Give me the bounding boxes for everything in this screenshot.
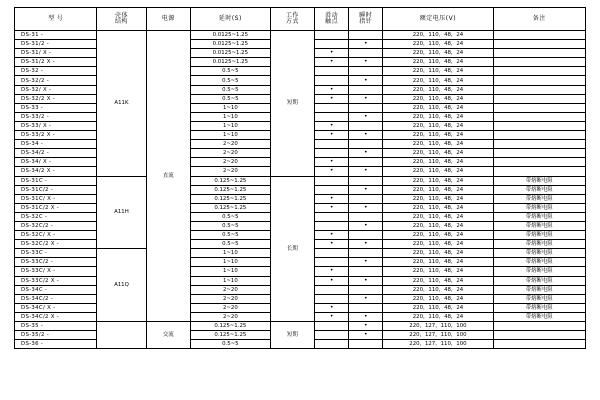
cell-rated-voltage: 220，110，48，24	[383, 58, 493, 67]
cell-rated-voltage: 220，110，48，24	[383, 85, 493, 94]
cell-model: DS-31C/ X -	[15, 194, 97, 203]
cell-note	[493, 103, 585, 112]
cell-rated-voltage: 220，110，48，24	[383, 149, 493, 158]
cell-rated-voltage: 220，110，48，24	[383, 267, 493, 276]
cell-note	[493, 131, 585, 140]
col-header-body	[97, 8, 146, 31]
cell-rated-voltage: 220，110，48，24	[383, 167, 493, 176]
spec-table	[14, 7, 586, 349]
cell-note	[493, 149, 585, 158]
cell-range: 0.5~5	[190, 231, 270, 240]
cell-range: 2~20	[190, 149, 270, 158]
cell-rated-voltage: 220，127，110，100	[383, 322, 493, 331]
cell-note: 带熔断电阻	[493, 303, 585, 312]
cell-model: DS-31C -	[15, 176, 97, 185]
cell-note	[493, 76, 585, 85]
cell-rated-voltage: 220，127，110，100	[383, 331, 493, 340]
col-header-move	[315, 8, 349, 31]
cell-note: 带熔断电阻	[493, 194, 585, 203]
cell-note	[493, 58, 585, 67]
cell-work-mode: 短期	[270, 31, 314, 177]
cell-instant-pointer	[349, 103, 383, 112]
cell-sliding-contact	[315, 76, 349, 85]
cell-instant-pointer: •	[349, 185, 383, 194]
cell-model: DS-31 -	[15, 31, 97, 40]
cell-instant-pointer: •	[349, 167, 383, 176]
cell-instant-pointer	[349, 285, 383, 294]
cell-model: DS-31C/2 X -	[15, 203, 97, 212]
cell-sliding-contact: •	[315, 194, 349, 203]
cell-range: 0.0125~1.25	[190, 58, 270, 67]
cell-range: 2~20	[190, 303, 270, 312]
cell-range: 1~10	[190, 267, 270, 276]
cell-note: 带熔断电阻	[493, 203, 585, 212]
col-header-work	[270, 8, 314, 31]
cell-sliding-contact	[315, 322, 349, 331]
cell-model: DS-33/2 -	[15, 112, 97, 121]
cell-rated-voltage: 220，127，110，100	[383, 340, 493, 349]
col-header-power: 电源	[146, 8, 190, 31]
col-header-fix-line2: 指针	[359, 18, 373, 25]
cell-note	[493, 167, 585, 176]
cell-sliding-contact	[315, 294, 349, 303]
cell-instant-pointer: •	[349, 322, 383, 331]
cell-rated-voltage: 220，110，48，24	[383, 67, 493, 76]
cell-range: 2~20	[190, 312, 270, 321]
cell-rated-voltage: 220，110，48，24	[383, 221, 493, 230]
cell-model: DS-34/ X -	[15, 158, 97, 167]
cell-range: 0.5~5	[190, 67, 270, 76]
cell-model: DS-32 -	[15, 67, 97, 76]
cell-sliding-contact	[315, 103, 349, 112]
cell-model: DS-33C/2 -	[15, 258, 97, 267]
cell-range: 0.0125~1.25	[190, 40, 270, 49]
cell-model: DS-33C/ X -	[15, 267, 97, 276]
cell-sliding-contact	[315, 31, 349, 40]
cell-model: DS-32C/2 -	[15, 221, 97, 230]
cell-range: 2~20	[190, 158, 270, 167]
cell-model: DS-31C/2 -	[15, 185, 97, 194]
cell-sliding-contact	[315, 340, 349, 349]
cell-range: 1~10	[190, 258, 270, 267]
cell-model: DS-32C/ X -	[15, 231, 97, 240]
cell-rated-voltage: 220，110，48，24	[383, 240, 493, 249]
cell-sliding-contact: •	[315, 303, 349, 312]
cell-rated-voltage: 220，110，48，24	[383, 203, 493, 212]
cell-note	[493, 322, 585, 331]
cell-note: 带熔断电阻	[493, 249, 585, 258]
cell-instant-pointer: •	[349, 312, 383, 321]
cell-body-structure: A11K	[97, 31, 146, 177]
cell-model: DS-35 -	[15, 322, 97, 331]
cell-work-mode: 长期	[270, 176, 314, 322]
cell-range: 1~10	[190, 112, 270, 121]
cell-sliding-contact	[315, 140, 349, 149]
cell-model: DS-33C -	[15, 249, 97, 258]
col-header-work-line1: 工作	[285, 12, 299, 19]
cell-model: DS-33C/2 X -	[15, 276, 97, 285]
cell-power: 交流	[146, 322, 190, 349]
cell-sliding-contact: •	[315, 58, 349, 67]
cell-model: DS-33/ X -	[15, 121, 97, 130]
cell-note	[493, 94, 585, 103]
cell-model: DS-32/2 -	[15, 76, 97, 85]
cell-body-structure	[97, 322, 146, 349]
cell-range: 0.125~1.25	[190, 322, 270, 331]
col-header-range: 延时(S)	[190, 8, 270, 31]
table-row	[15, 176, 586, 185]
cell-sliding-contact	[315, 212, 349, 221]
cell-note: 带熔断电阻	[493, 240, 585, 249]
cell-sliding-contact: •	[315, 158, 349, 167]
cell-instant-pointer: •	[349, 240, 383, 249]
cell-range: 2~20	[190, 140, 270, 149]
cell-sliding-contact	[315, 176, 349, 185]
cell-sliding-contact	[315, 221, 349, 230]
cell-sliding-contact: •	[315, 131, 349, 140]
cell-range: 1~10	[190, 249, 270, 258]
cell-range: 0.125~1.25	[190, 194, 270, 203]
cell-range: 2~20	[190, 167, 270, 176]
cell-note	[493, 112, 585, 121]
cell-rated-voltage: 220，110，48，24	[383, 185, 493, 194]
cell-instant-pointer	[349, 49, 383, 58]
cell-range: 1~10	[190, 103, 270, 112]
col-header-model: 型 号	[15, 8, 97, 31]
cell-model: DS-34 -	[15, 140, 97, 149]
cell-model: DS-34C/2 X -	[15, 312, 97, 321]
cell-instant-pointer	[349, 85, 383, 94]
cell-model: DS-34C/2 -	[15, 294, 97, 303]
cell-note: 带熔断电阻	[493, 312, 585, 321]
cell-instant-pointer	[349, 158, 383, 167]
cell-sliding-contact: •	[315, 312, 349, 321]
cell-model: DS-32C/2 X -	[15, 240, 97, 249]
cell-body-structure: A11H	[97, 176, 146, 249]
cell-range: 1~10	[190, 121, 270, 130]
cell-sliding-contact: •	[315, 85, 349, 94]
cell-rated-voltage: 220，110，48，24	[383, 112, 493, 121]
cell-rated-voltage: 220，110，48，24	[383, 49, 493, 58]
table-row	[15, 31, 586, 40]
cell-note	[493, 331, 585, 340]
cell-model: DS-34C/ X -	[15, 303, 97, 312]
cell-instant-pointer	[349, 31, 383, 40]
table-head	[15, 8, 586, 31]
cell-sliding-contact	[315, 258, 349, 267]
cell-note	[493, 121, 585, 130]
cell-instant-pointer: •	[349, 58, 383, 67]
cell-instant-pointer: •	[349, 203, 383, 212]
cell-model: DS-34C -	[15, 285, 97, 294]
cell-rated-voltage: 220，110，48，24	[383, 94, 493, 103]
cell-instant-pointer: •	[349, 40, 383, 49]
cell-instant-pointer	[349, 212, 383, 221]
cell-sliding-contact	[315, 285, 349, 294]
cell-sliding-contact	[315, 112, 349, 121]
cell-note: 带熔断电阻	[493, 267, 585, 276]
col-header-body-line1: 壳体	[114, 12, 128, 19]
cell-model: DS-32/2 X -	[15, 94, 97, 103]
col-header-fix	[349, 8, 383, 31]
cell-range: 2~20	[190, 285, 270, 294]
cell-range: 0.5~5	[190, 340, 270, 349]
cell-power: 直流	[146, 31, 190, 322]
cell-model: DS-36 -	[15, 340, 97, 349]
cell-instant-pointer	[349, 194, 383, 203]
cell-range: 1~10	[190, 276, 270, 285]
table-body	[15, 31, 586, 349]
cell-note	[493, 85, 585, 94]
col-header-body-line2: 结构	[114, 18, 128, 25]
cell-instant-pointer	[349, 303, 383, 312]
table-row	[15, 322, 586, 331]
cell-sliding-contact	[315, 331, 349, 340]
cell-rated-voltage: 220，110，48，24	[383, 194, 493, 203]
cell-rated-voltage: 220，110，48，24	[383, 312, 493, 321]
cell-rated-voltage: 220，110，48，24	[383, 131, 493, 140]
cell-rated-voltage: 220，110，48，24	[383, 303, 493, 312]
cell-model: DS-34/2 X -	[15, 167, 97, 176]
cell-instant-pointer: •	[349, 131, 383, 140]
cell-range: 0.5~5	[190, 85, 270, 94]
cell-instant-pointer	[349, 121, 383, 130]
cell-note: 带熔断电阻	[493, 212, 585, 221]
cell-range: 0.0125~1.25	[190, 31, 270, 40]
cell-rated-voltage: 220，110，48，24	[383, 258, 493, 267]
cell-model: DS-35/2 -	[15, 331, 97, 340]
cell-range: 0.125~1.25	[190, 203, 270, 212]
cell-instant-pointer: •	[349, 149, 383, 158]
cell-instant-pointer: •	[349, 112, 383, 121]
cell-instant-pointer: •	[349, 294, 383, 303]
cell-note	[493, 340, 585, 349]
cell-sliding-contact: •	[315, 94, 349, 103]
cell-sliding-contact: •	[315, 240, 349, 249]
cell-note: 带熔断电阻	[493, 276, 585, 285]
cell-instant-pointer	[349, 267, 383, 276]
cell-instant-pointer	[349, 67, 383, 76]
cell-rated-voltage: 220，110，48，24	[383, 40, 493, 49]
cell-instant-pointer	[349, 176, 383, 185]
cell-rated-voltage: 220，110，48，24	[383, 276, 493, 285]
cell-model: DS-31/ X -	[15, 49, 97, 58]
cell-note: 带熔断电阻	[493, 176, 585, 185]
cell-sliding-contact	[315, 149, 349, 158]
cell-note: 带熔断电阻	[493, 185, 585, 194]
cell-sliding-contact	[315, 40, 349, 49]
cell-instant-pointer	[349, 249, 383, 258]
cell-sliding-contact	[315, 185, 349, 194]
cell-range: 0.0125~1.25	[190, 49, 270, 58]
col-header-move-line1: 滑动	[325, 12, 339, 19]
cell-model: DS-32/ X -	[15, 85, 97, 94]
cell-rated-voltage: 220，110，48，24	[383, 212, 493, 221]
cell-range: 0.5~5	[190, 94, 270, 103]
cell-instant-pointer: •	[349, 94, 383, 103]
cell-sliding-contact	[315, 67, 349, 76]
cell-sliding-contact: •	[315, 121, 349, 130]
cell-sliding-contact: •	[315, 167, 349, 176]
cell-instant-pointer	[349, 140, 383, 149]
cell-model: DS-31/2 X -	[15, 58, 97, 67]
cell-sliding-contact: •	[315, 49, 349, 58]
cell-rated-voltage: 220，110，48，24	[383, 31, 493, 40]
cell-note: 带熔断电阻	[493, 285, 585, 294]
cell-rated-voltage: 220，110，48，24	[383, 158, 493, 167]
cell-sliding-contact: •	[315, 276, 349, 285]
cell-sliding-contact	[315, 249, 349, 258]
col-header-work-line2: 方式	[285, 18, 299, 25]
col-header-note: 备注	[493, 8, 585, 31]
cell-rated-voltage: 220，110，48，24	[383, 76, 493, 85]
cell-note	[493, 40, 585, 49]
cell-range: 0.5~5	[190, 212, 270, 221]
cell-rated-voltage: 220，110，48，24	[383, 249, 493, 258]
cell-range: 0.5~5	[190, 76, 270, 85]
table-header-row	[15, 8, 586, 31]
cell-model: DS-32C -	[15, 212, 97, 221]
cell-instant-pointer: •	[349, 76, 383, 85]
cell-rated-voltage: 220，110，48，24	[383, 103, 493, 112]
cell-range: 0.125~1.25	[190, 176, 270, 185]
cell-sliding-contact: •	[315, 203, 349, 212]
cell-instant-pointer: •	[349, 276, 383, 285]
cell-sliding-contact: •	[315, 267, 349, 276]
cell-note	[493, 140, 585, 149]
cell-range: 0.5~5	[190, 221, 270, 230]
cell-note	[493, 158, 585, 167]
cell-instant-pointer: •	[349, 221, 383, 230]
cell-note: 带熔断电阻	[493, 221, 585, 230]
cell-instant-pointer	[349, 231, 383, 240]
col-header-fix-line1: 瞬时	[359, 12, 373, 19]
cell-body-structure: A11Q	[97, 249, 146, 322]
cell-range: 0.125~1.25	[190, 331, 270, 340]
cell-note: 带熔断电阻	[493, 258, 585, 267]
col-header-move-line2: 触点	[325, 18, 339, 25]
cell-rated-voltage: 220，110，48，24	[383, 285, 493, 294]
cell-rated-voltage: 220，110，48，24	[383, 294, 493, 303]
cell-rated-voltage: 220，110，48，24	[383, 176, 493, 185]
cell-model: DS-31/2 -	[15, 40, 97, 49]
cell-model: DS-34/2 -	[15, 149, 97, 158]
cell-model: DS-33/2 X -	[15, 131, 97, 140]
cell-rated-voltage: 220，110，48，24	[383, 121, 493, 130]
cell-note	[493, 31, 585, 40]
cell-instant-pointer: •	[349, 258, 383, 267]
cell-instant-pointer: •	[349, 331, 383, 340]
cell-work-mode: 短期	[270, 322, 314, 349]
cell-range: 1~10	[190, 131, 270, 140]
cell-note	[493, 49, 585, 58]
col-header-voltage: 额定电压(V)	[383, 8, 493, 31]
cell-sliding-contact: •	[315, 231, 349, 240]
cell-rated-voltage: 220，110，48，24	[383, 231, 493, 240]
cell-note: 带熔断电阻	[493, 294, 585, 303]
cell-note	[493, 67, 585, 76]
cell-range: 0.5~5	[190, 240, 270, 249]
cell-note: 带熔断电阻	[493, 231, 585, 240]
cell-range: 0.125~1.25	[190, 185, 270, 194]
cell-range: 2~20	[190, 294, 270, 303]
cell-model: DS-33 -	[15, 103, 97, 112]
cell-rated-voltage: 220，110，48，24	[383, 140, 493, 149]
cell-instant-pointer	[349, 340, 383, 349]
